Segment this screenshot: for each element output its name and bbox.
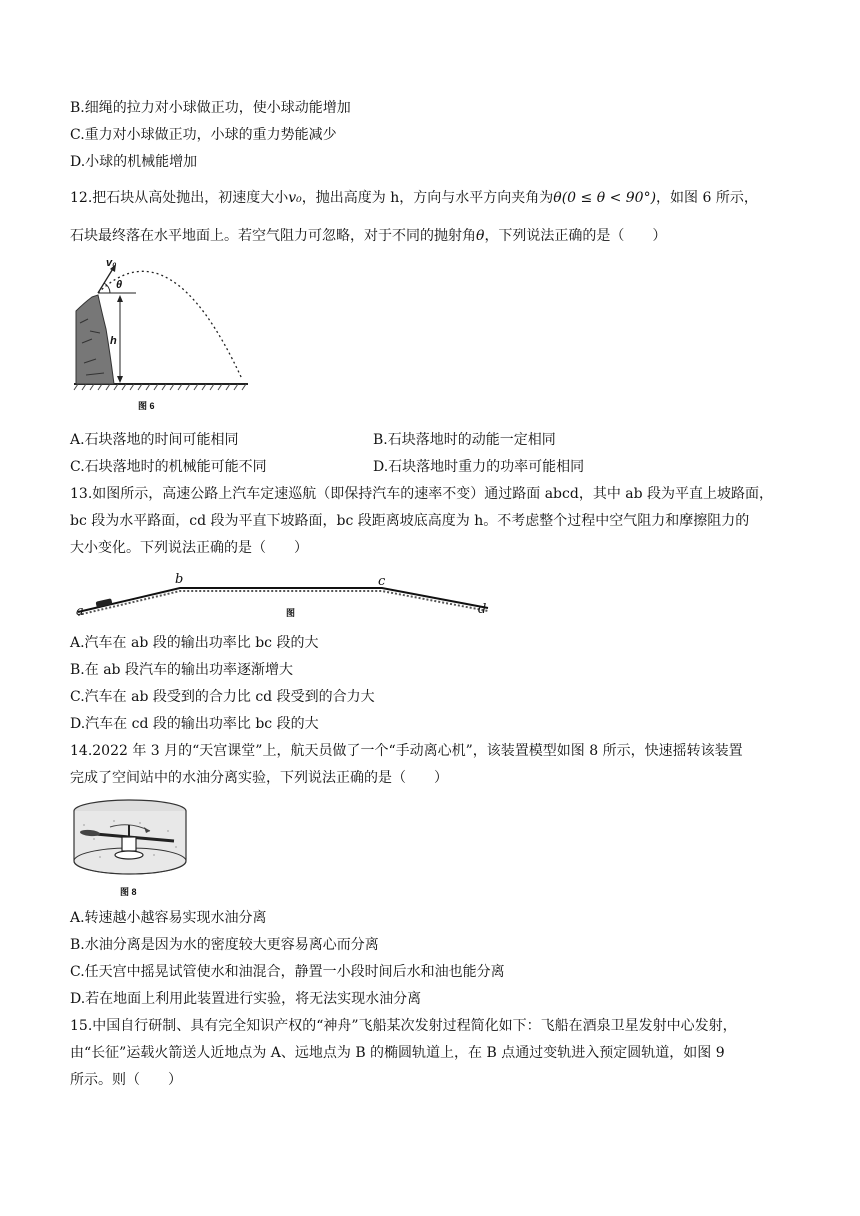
q13-option-d: D.汽车在 cd 段的输出功率比 bc 段的大 <box>70 716 319 732</box>
figure6-h-label: h <box>110 335 117 347</box>
figure-8-centrifuge <box>70 795 190 901</box>
road-label-b: b <box>175 572 184 587</box>
q15-stem-line3: 所示。则（ ） <box>70 1072 182 1088</box>
q13-stem-line2: bc 段为水平路面，cd 段为平直下坡路面，bc 段距离坡底高度为 h。不考虑整个过程中空气阻力和摩擦阻力的 <box>70 513 750 529</box>
figure-road-abcd <box>72 570 496 626</box>
q11-option-c: C.重力对小球做正功，小球的重力势能减少 <box>70 127 337 143</box>
q12-stem-line2: 石块最终落在水平地面上。若空气阻力可忽略，对于不同的抛射角θ，下列说法正确的是（ ） <box>70 228 667 244</box>
figure6-v0-label: v₀ <box>106 257 117 269</box>
figure6-theta-label: θ <box>116 279 123 291</box>
road-label-d: d <box>478 602 487 617</box>
q11-option-b: B.细绳的拉力对小球做正功，使小球动能增加 <box>70 100 351 116</box>
q15-stem-line2: 由“长征”运载火箭送人近地点为 A、远地点为 B 的椭圆轨道上，在 B 点通过变轨进入预定圆轨道，如图 9 <box>70 1045 725 1061</box>
figure6-caption: 图 6 <box>138 401 155 411</box>
q12-option-d: D.石块落地时重力的功率可能相同 <box>373 459 585 475</box>
q13-option-a: A.汽车在 ab 段的输出功率比 bc 段的大 <box>70 635 319 651</box>
road-label-a: a <box>76 604 84 619</box>
q12-option-b: B.石块落地时的动能一定相同 <box>373 432 556 448</box>
q14-option-c: C.任天宫中摇晃试管使水和油混合，静置一小段时间后水和油也能分离 <box>70 964 505 980</box>
q13-stem-line3: 大小变化。下列说法正确的是（ ） <box>70 540 308 556</box>
road-label-c: c <box>378 574 386 589</box>
q11-option-d: D.小球的机械能增加 <box>70 154 198 170</box>
q12-stem-line1: 12.把石块从高处抛出，初速度大小v₀，抛出高度为 h，方向与水平方向夹角为θ(0 ≤ θ < 90°)，如图 6 所示， <box>70 190 758 206</box>
road-figure-caption: 图 <box>286 608 296 618</box>
figure-6-projectile <box>70 253 252 418</box>
q14-option-b: B.水油分离是因为水的密度较大更容易离心而分离 <box>70 937 379 953</box>
q14-stem-line1: 14.2022 年 3 月的“天宫课堂”上，航天员做了一个“手动离心机”，该装置模型如图 8 所示，快速摇转该装置 <box>70 743 743 759</box>
q15-stem-line1: 15.中国自行研制、具有完全知识产权的“神舟”飞船某次发射过程简化如下：飞船在酒泉卫星发射中心发射， <box>70 1018 737 1034</box>
q13-option-c: C.汽车在 ab 段受到的合力比 cd 段受到的合力大 <box>70 689 375 705</box>
q14-option-a: A.转速越小越容易实现水油分离 <box>70 910 267 926</box>
q14-option-d: D.若在地面上利用此装置进行实验，将无法实现水油分离 <box>70 991 422 1007</box>
q12-option-a: A.石块落地的时间可能相同 <box>70 432 239 448</box>
q13-option-b: B.在 ab 段汽车的输出功率逐渐增大 <box>70 662 293 678</box>
q12-option-c: C.石块落地时的机械能可能不同 <box>70 459 267 475</box>
figure8-caption: 图 8 <box>120 887 137 897</box>
q13-stem-line1: 13.如图所示，高速公路上汽车定速巡航（即保持汽车的速率不变）通过路面 abcd，其中 ab 段为平直上坡路面， <box>70 486 774 502</box>
q14-stem-line2: 完成了空间站中的水油分离实验，下列说法正确的是（ ） <box>70 770 448 786</box>
